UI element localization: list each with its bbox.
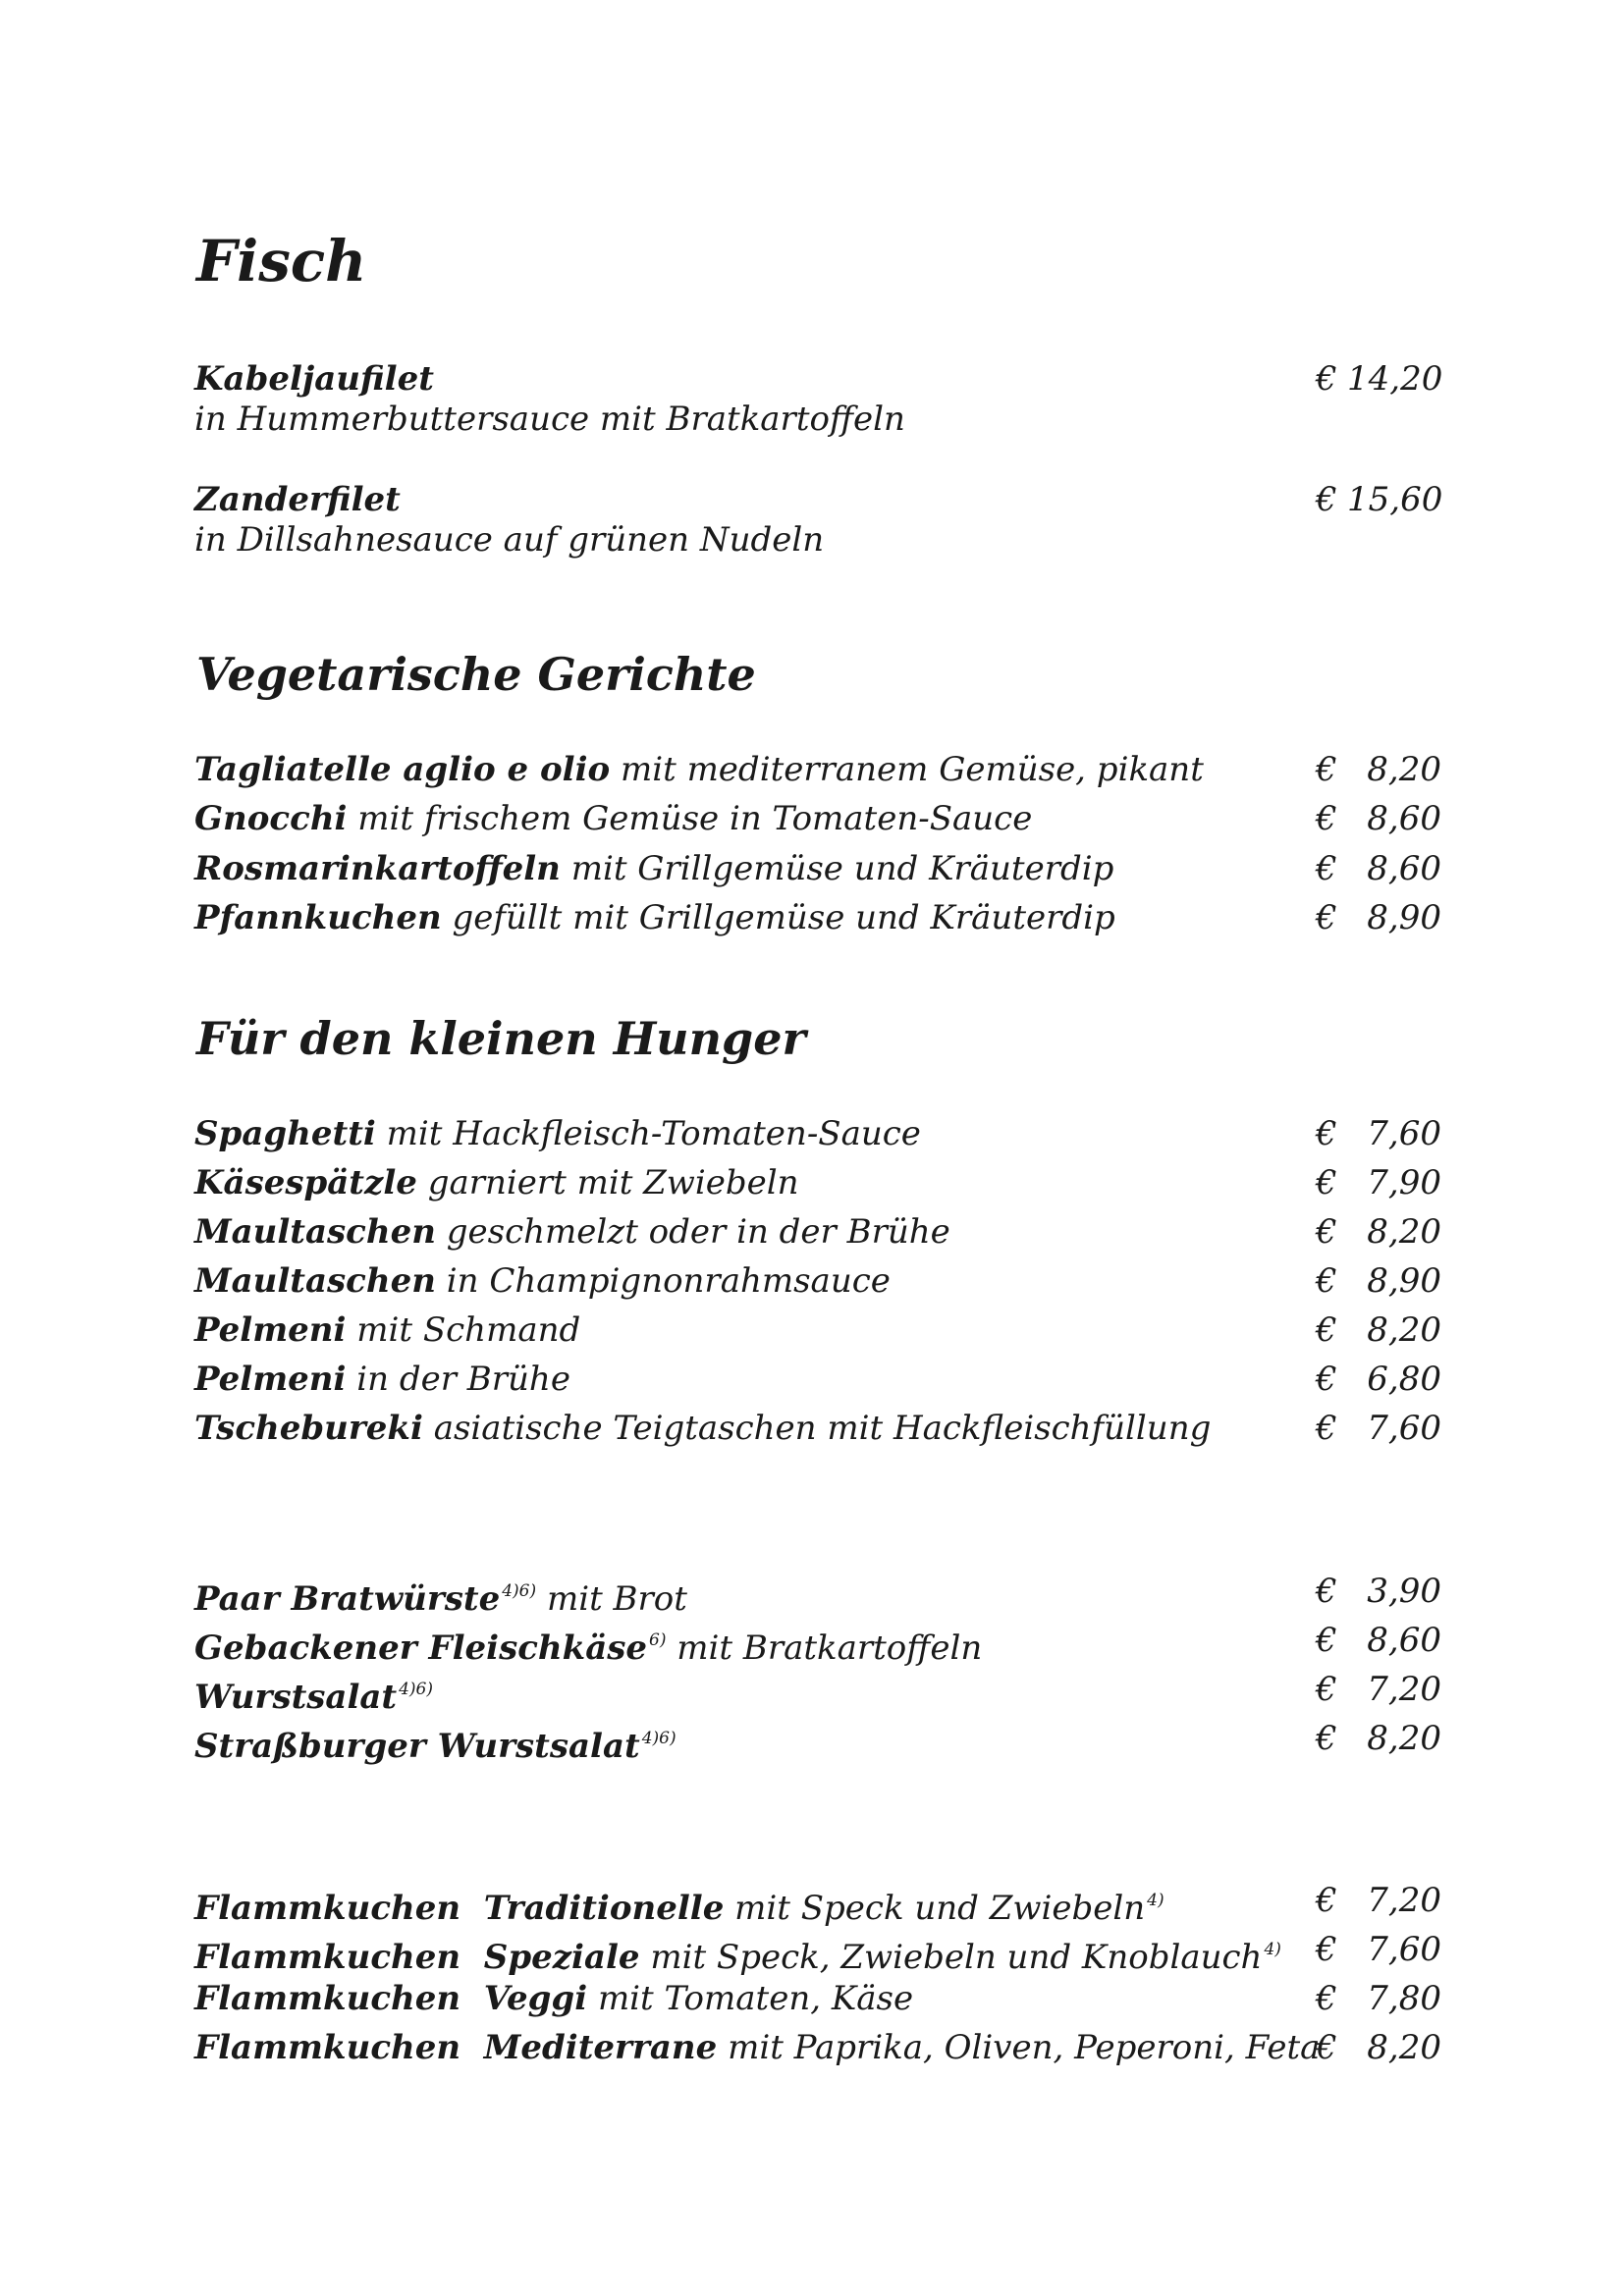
allergen-note: 4) (1147, 1891, 1164, 1910)
item-price: 8,20 (1367, 1719, 1441, 1758)
currency-symbol: € (1316, 1310, 1337, 1350)
currency-symbol: € (1316, 1621, 1337, 1660)
currency-symbol: € (1316, 799, 1337, 838)
item-description: geschmelzt oder in der Brühe (446, 1212, 950, 1252)
item-name: Gebackener Fleischkäse (194, 1629, 647, 1668)
item-name: Flammkuchen Mediterrane (194, 2028, 718, 2067)
item-price: 8,90 (1367, 898, 1441, 937)
menu-item (194, 896, 1441, 939)
item-name: Flammkuchen Speziale (194, 1938, 640, 1977)
currency-symbol: € (1316, 1930, 1337, 1969)
item-name: Straßburger Wurstsalat (194, 1727, 640, 1766)
item-description: mit Tomaten, Käse (597, 1979, 914, 2018)
item-name: Kabeljaufilet (194, 359, 434, 399)
item-price: 8,20 (1367, 1310, 1441, 1350)
item-description: mit Paprika, Oliven, Peperoni, Feta (728, 2028, 1321, 2067)
item-price: 8,90 (1367, 1261, 1441, 1301)
currency-symbol: € (1316, 1409, 1337, 1448)
item-description: mit Schmand (356, 1310, 581, 1350)
item-name: Gnocchi (194, 799, 348, 838)
currency-symbol: € (1316, 898, 1337, 937)
currency-symbol: € (1316, 1261, 1337, 1301)
item-price: 8,60 (1367, 849, 1441, 888)
currency-symbol: € (1316, 1163, 1337, 1202)
item-description: mit Hackfleisch-Tomaten-Sauce (386, 1114, 921, 1153)
item-description: mit Speck und Zwiebeln (734, 1889, 1146, 1928)
allergen-note: 4) (1264, 1940, 1281, 1959)
menu-item (194, 1879, 1441, 1928)
menu-item (194, 1112, 1441, 1155)
menu-item (194, 1259, 1441, 1303)
menu-item (194, 1668, 1441, 1717)
item-name: Pelmeni (194, 1310, 347, 1350)
item-price: 8,20 (1367, 750, 1441, 789)
currency-symbol: € (1316, 359, 1337, 399)
section-title-vegetarisch: Vegetarische Gerichte (196, 648, 756, 701)
item-description: garniert mit Zwiebeln (427, 1163, 799, 1202)
item-price: 7,60 (1367, 1114, 1441, 1153)
item-description: mit Grillgemüse und Kräuterdip (570, 849, 1114, 888)
currency-symbol: € (1316, 1881, 1337, 1920)
item-price: 7,20 (1367, 1670, 1441, 1709)
menu-item (194, 1308, 1441, 1352)
item-name: Tagliatelle aglio e olio (194, 750, 611, 789)
item-name: Käsespätzle (194, 1163, 417, 1202)
item-name: Flammkuchen Traditionelle (194, 1889, 725, 1928)
allergen-note: 4)6) (641, 1729, 677, 1748)
menu-item (194, 1717, 1441, 1766)
currency-symbol: € (1316, 1572, 1337, 1611)
currency-symbol: € (1316, 1719, 1337, 1758)
currency-symbol: € (1316, 849, 1337, 888)
item-name: Tschebureki (194, 1409, 423, 1448)
menu-item (194, 2026, 1441, 2069)
item-price: 6,80 (1367, 1360, 1441, 1399)
menu-item (194, 1161, 1441, 1204)
item-price: 8,20 (1367, 1212, 1441, 1252)
item-name: Flammkuchen Veggi (194, 1979, 588, 2018)
menu-item (194, 847, 1441, 890)
currency-symbol: € (1316, 480, 1337, 519)
item-description: in Champignonrahmsauce (446, 1261, 891, 1301)
item-price: 8,60 (1367, 799, 1441, 838)
item-description: gefüllt mit Grillgemüse und Kräuterdip (452, 898, 1115, 937)
item-description: mit mediterranem Gemüse, pikant (620, 750, 1204, 789)
item-name: Maultaschen (194, 1212, 436, 1252)
item-name: Rosmarinkartoffeln (194, 849, 561, 888)
item-name: Paar Bratwürste (194, 1579, 501, 1619)
currency-symbol: € (1316, 1670, 1337, 1709)
menu-item (194, 1977, 1441, 2020)
menu-item (194, 1928, 1441, 1977)
allergen-note: 4)6) (502, 1581, 537, 1601)
item-price: 7,90 (1367, 1163, 1441, 1202)
item-name: Pelmeni (194, 1360, 347, 1399)
menu-item (194, 478, 1441, 521)
item-price: 8,60 (1367, 1621, 1441, 1660)
currency-symbol: € (1316, 1114, 1337, 1153)
currency-symbol: € (1316, 1212, 1337, 1252)
menu-item (194, 1358, 1441, 1401)
currency-symbol: € (1316, 1360, 1337, 1399)
currency-symbol: € (1316, 1979, 1337, 2018)
menu-item (194, 1619, 1441, 1668)
allergen-note: 6) (649, 1630, 667, 1650)
menu-item (194, 1570, 1441, 1619)
item-name: Pfannkuchen (194, 898, 442, 937)
item-description: asiatische Teigtaschen mit Hackfleischfüllung (433, 1409, 1212, 1448)
item-description: mit frischem Gemüse in Tomaten-Sauce (357, 799, 1033, 838)
item-description: mit Bratkartoffeln (677, 1629, 983, 1668)
item-price: 15,60 (1347, 480, 1443, 519)
item-description: in Dillsahnesauce auf grünen Nudeln (194, 520, 825, 560)
menu-item (194, 1407, 1441, 1450)
item-price: 7,20 (1367, 1881, 1441, 1920)
item-name: Maultaschen (194, 1261, 436, 1301)
item-price: 14,20 (1347, 359, 1443, 399)
currency-symbol: € (1316, 2028, 1337, 2067)
item-price: 8,20 (1367, 2028, 1441, 2067)
menu-item (194, 1210, 1441, 1254)
item-price: 3,90 (1367, 1572, 1441, 1611)
section-title-fisch: Fisch (196, 228, 367, 294)
currency-symbol: € (1316, 750, 1337, 789)
menu-item (194, 357, 1441, 400)
allergen-note: 4)6) (399, 1680, 434, 1699)
item-name: Spaghetti (194, 1114, 376, 1153)
menu-item (194, 748, 1441, 791)
section-title-kleiner-hunger: Für den kleinen Hunger (196, 1012, 806, 1065)
item-description: in Hummerbuttersauce mit Bratkartoffeln (194, 400, 905, 439)
item-name: Zanderfilet (194, 480, 401, 519)
item-description: mit Speck, Zwiebeln und Knoblauch (650, 1938, 1263, 1977)
item-price: 7,60 (1367, 1930, 1441, 1969)
item-description: mit Brot (546, 1579, 687, 1619)
item-price: 7,60 (1367, 1409, 1441, 1448)
item-name: Wurstsalat (194, 1678, 398, 1717)
menu-item (194, 797, 1441, 840)
item-price: 7,80 (1367, 1979, 1441, 2018)
item-description: in der Brühe (356, 1360, 570, 1399)
